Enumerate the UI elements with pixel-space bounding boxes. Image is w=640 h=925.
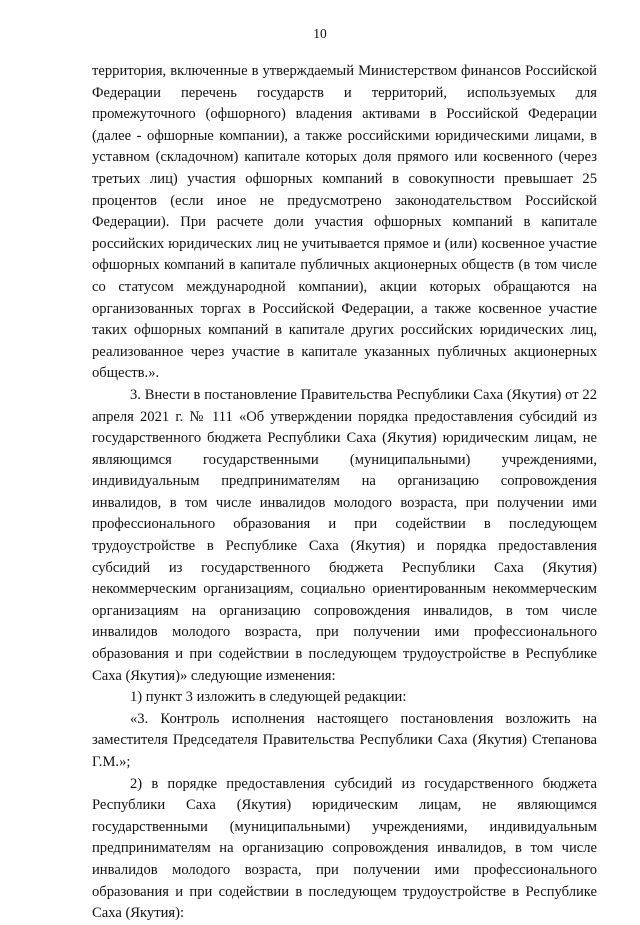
paragraph-offshore-continuation: территория, включенные в утверждаемый Министерством финансов Российской Федерации перечень государств и территорий, используемых для промежуточного (офшорного) владения активами в Российской Федерации (далее - офшорные компании), а также российскими юридическими лицами, в уставном (складочном) капитале которых доля прямого или косвенного (через третьих лиц) участия офшорных компаний в совокупности превышает 25 процентов (если иное не предусмотрено законодательством Российской Федерации). При расчете доли участия офшорных компаний в капитале российских юридических лиц не учитывается прямое и (или) косвенное участие офшорных компаний в капитале публичных акционерных обществ (в том числе со статусом международной компании), акции которых обращаются на организованных торгах в Российской Федерации, а также косвенное участие таких офшорных компаний в капитале других российских юридических лиц, реализованное через участие в капитале указанных публичных акционерных обществ.». [92,63,597,382]
paragraph-item-3-amendment: 3. Внести в постановление Правительства Республики Саха (Якутия) от 22 апреля 2021 г. № 111 «Об утверждении порядка предоставления субсидий из государственного бюджета Республики Саха (Якутия) юридическим лицам, не являющимся государственными (муниципальными) учреждениями, индивидуальным предпринимателям на организацию сопровождения инвалидов, в том числе инвалидов молодого возраста, при получении ими профессионального образования и при содействии в последующем трудоустройстве в Республике Саха (Якутия) и порядка предоставления субсидий из государственного бюджета Республики Саха (Якутия) некоммерческим организациям, социально ориентированным некоммерческим организациям на организацию сопровождения инвалидов, в том числе инвалидов молодого возраста, при получении ими профессионального образования и при содействии в последующем трудоустройстве в Республике Саха (Якутия)» следующие изменения: [92,386,597,684]
page-number: 10 [313,26,327,41]
paragraph-quoted-point-3: «3. Контроль исполнения настоящего постановления возложить на заместителя Председателя Правительства Республики Саха (Якутия) Степанова Г.М.»; [92,710,597,770]
document-body [92,61,597,925]
paragraph-subitem-1: 1) пункт 3 изложить в следующей редакции: [130,689,407,706]
paragraph-subitem-2: 2) в порядке предоставления субсидий из государственного бюджета Республики Саха (Якутия) юридическим лицам, не являющимся государственными (муниципальными) учреждениями, индивидуальным предпринимателям на организацию сопровождения инвалидов, в том числе инвалидов молодого возраста, при получении ими профессионального образования и при содействии в последующем трудоустройстве в Республике Саха (Якутия): [92,775,597,922]
